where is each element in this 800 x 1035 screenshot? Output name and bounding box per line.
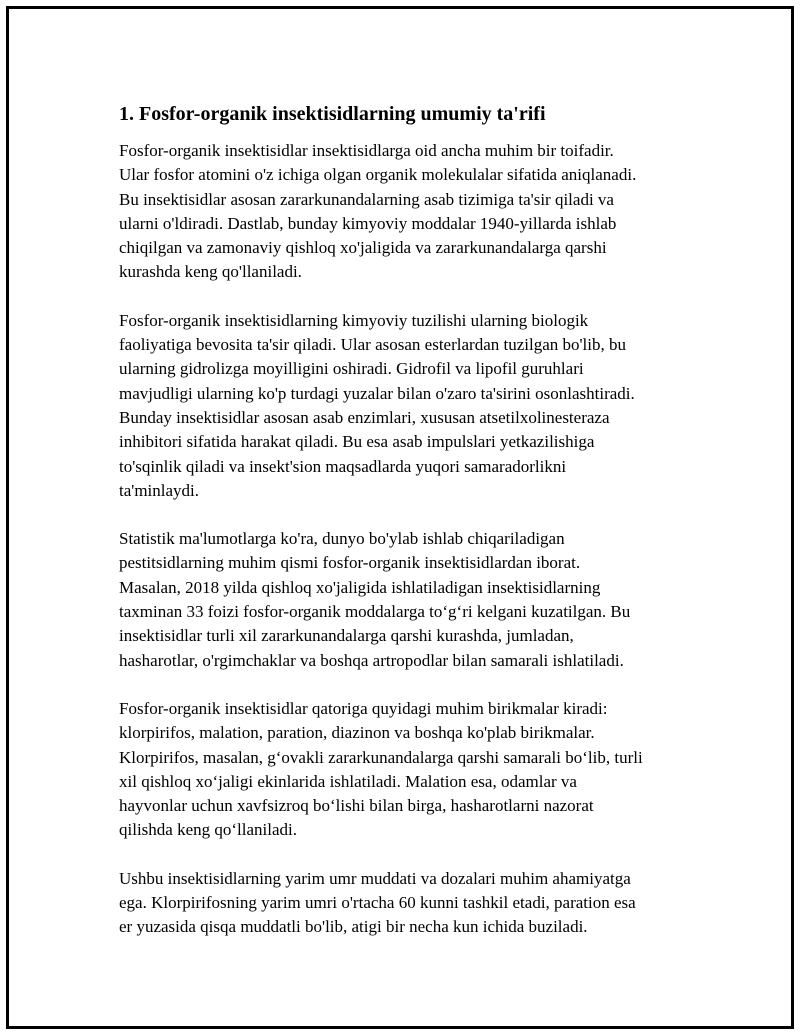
text-line: Fosfor-organik insektisidlar qatoriga quyidagi muhim birikmalar kiradi: [119,698,608,718]
text-line: ularning gidrolizga moyilligini oshiradi. Gidrofil va lipofil guruhlari [119,359,584,379]
text-line: ta'minlaydi. [119,480,200,500]
paragraph-2 [119,309,699,503]
section-heading: 1. Fosfor-organik insektisidlarning umumiy ta'rifi [119,103,546,125]
text-line: faoliyatiga bevosita ta'sir qiladi. Ular asosan esterlardan tuzilgan bo'lib, bu [119,335,627,355]
text-line: Ushbu insektisidlarning yarim umr muddati va dozalari muhim ahamiyatga [119,868,631,888]
paragraph-gap [119,843,699,867]
text-line: inhibitori sifatida harakat qiladi. Bu esa asab impulslari yetkazilishiga [119,432,595,452]
text-line: chiqilgan va zamonaviy qishloq xo'jaligida va zararkunandalarga qarshi [119,238,607,258]
text-line: taxminan 33 foizi fosfor-organik moddalarga to‘g‘ri kelgani kuzatilgan. Bu [119,602,631,622]
text-line: Ular fosfor atomini o'z ichiga olgan organik molekulalar sifatida aniqlanadi. [119,165,637,185]
text-line: ularni o'ldiradi. Dastlab, bunday kimyoviy moddalar 1940-yillarda ishlab [119,213,617,233]
text-line: klorpirifos, malation, paration, diazinon va boshqa ko'plab birikmalar. [119,723,595,743]
text-line: er yuzasida qisqa muddatli bo'lib, atigi bir necha kun ichida buziladi. [119,917,588,937]
document-body [119,101,699,940]
text-line: xil qishloq xo‘jaligi ekinlarida ishlatiladi. Malation esa, odamlar va [119,771,577,791]
text-line: Bunday insektisidlar asosan asab enzimlari, xususan atsetilxolinesteraza [119,407,610,427]
text-line: mavjudligi ularning ko'p turdagi yuzalar bilan o'zaro ta'sirini osonlashtiradi. [119,383,635,403]
text-line: kurashda keng qo'llaniladi. [119,262,302,282]
text-line: to'sqinlik qiladi va insekt'sion maqsadlarda yuqori samaradorlikni [119,456,567,476]
text-line: hasharotlar, o'rgimchaklar va boshqa artropodlar bilan samarali ishlatiladi. [119,650,624,670]
text-line: Statistik ma'lumotlarga ko'ra, dunyo bo'ylab ishlab chiqariladigan [119,529,565,549]
text-line: ega. Klorpirifosning yarim umri o'rtacha 60 kunni tashkil etadi, paration esa [119,893,636,913]
paragraph-gap [119,673,699,697]
paragraph-4 [119,697,699,843]
page-frame [6,6,794,1029]
text-line: Fosfor-organik insektisidlar insektisidlarga oid ancha muhim bir toifadir. [119,141,614,160]
text-line: qilishda keng qo‘llaniladi. [119,820,297,840]
text-line: pestitsidlarning muhim qismi fosfor-organik insektisidlardan iborat. [119,553,581,573]
text-line: Klorpirifos, masalan, g‘ovakli zararkunandalarga qarshi samarali bo‘lib, turli [119,747,643,767]
paragraphs-container [119,139,699,940]
text-line: insektisidlar turli xil zararkunandalarga qarshi kurashda, jumladan, [119,626,574,646]
paragraph-gap [119,285,699,309]
paragraph-5 [119,867,699,940]
paragraph-gap [119,503,699,527]
text-line: hayvonlar uchun xavfsizroq bo‘lishi bilan birga, hasharotlarni nazorat [119,796,594,816]
paragraph-3 [119,527,699,673]
text-line: Bu insektisidlar asosan zararkunandalarning asab tizimiga ta'sir qiladi va [119,189,614,209]
paragraph-1 [119,139,699,285]
text-line: Fosfor-organik insektisidlarning kimyoviy tuzilishi ularning biologik [119,310,589,330]
text-line: Masalan, 2018 yilda qishloq xo'jaligida ishlatiladigan insektisidlarning [119,577,601,597]
